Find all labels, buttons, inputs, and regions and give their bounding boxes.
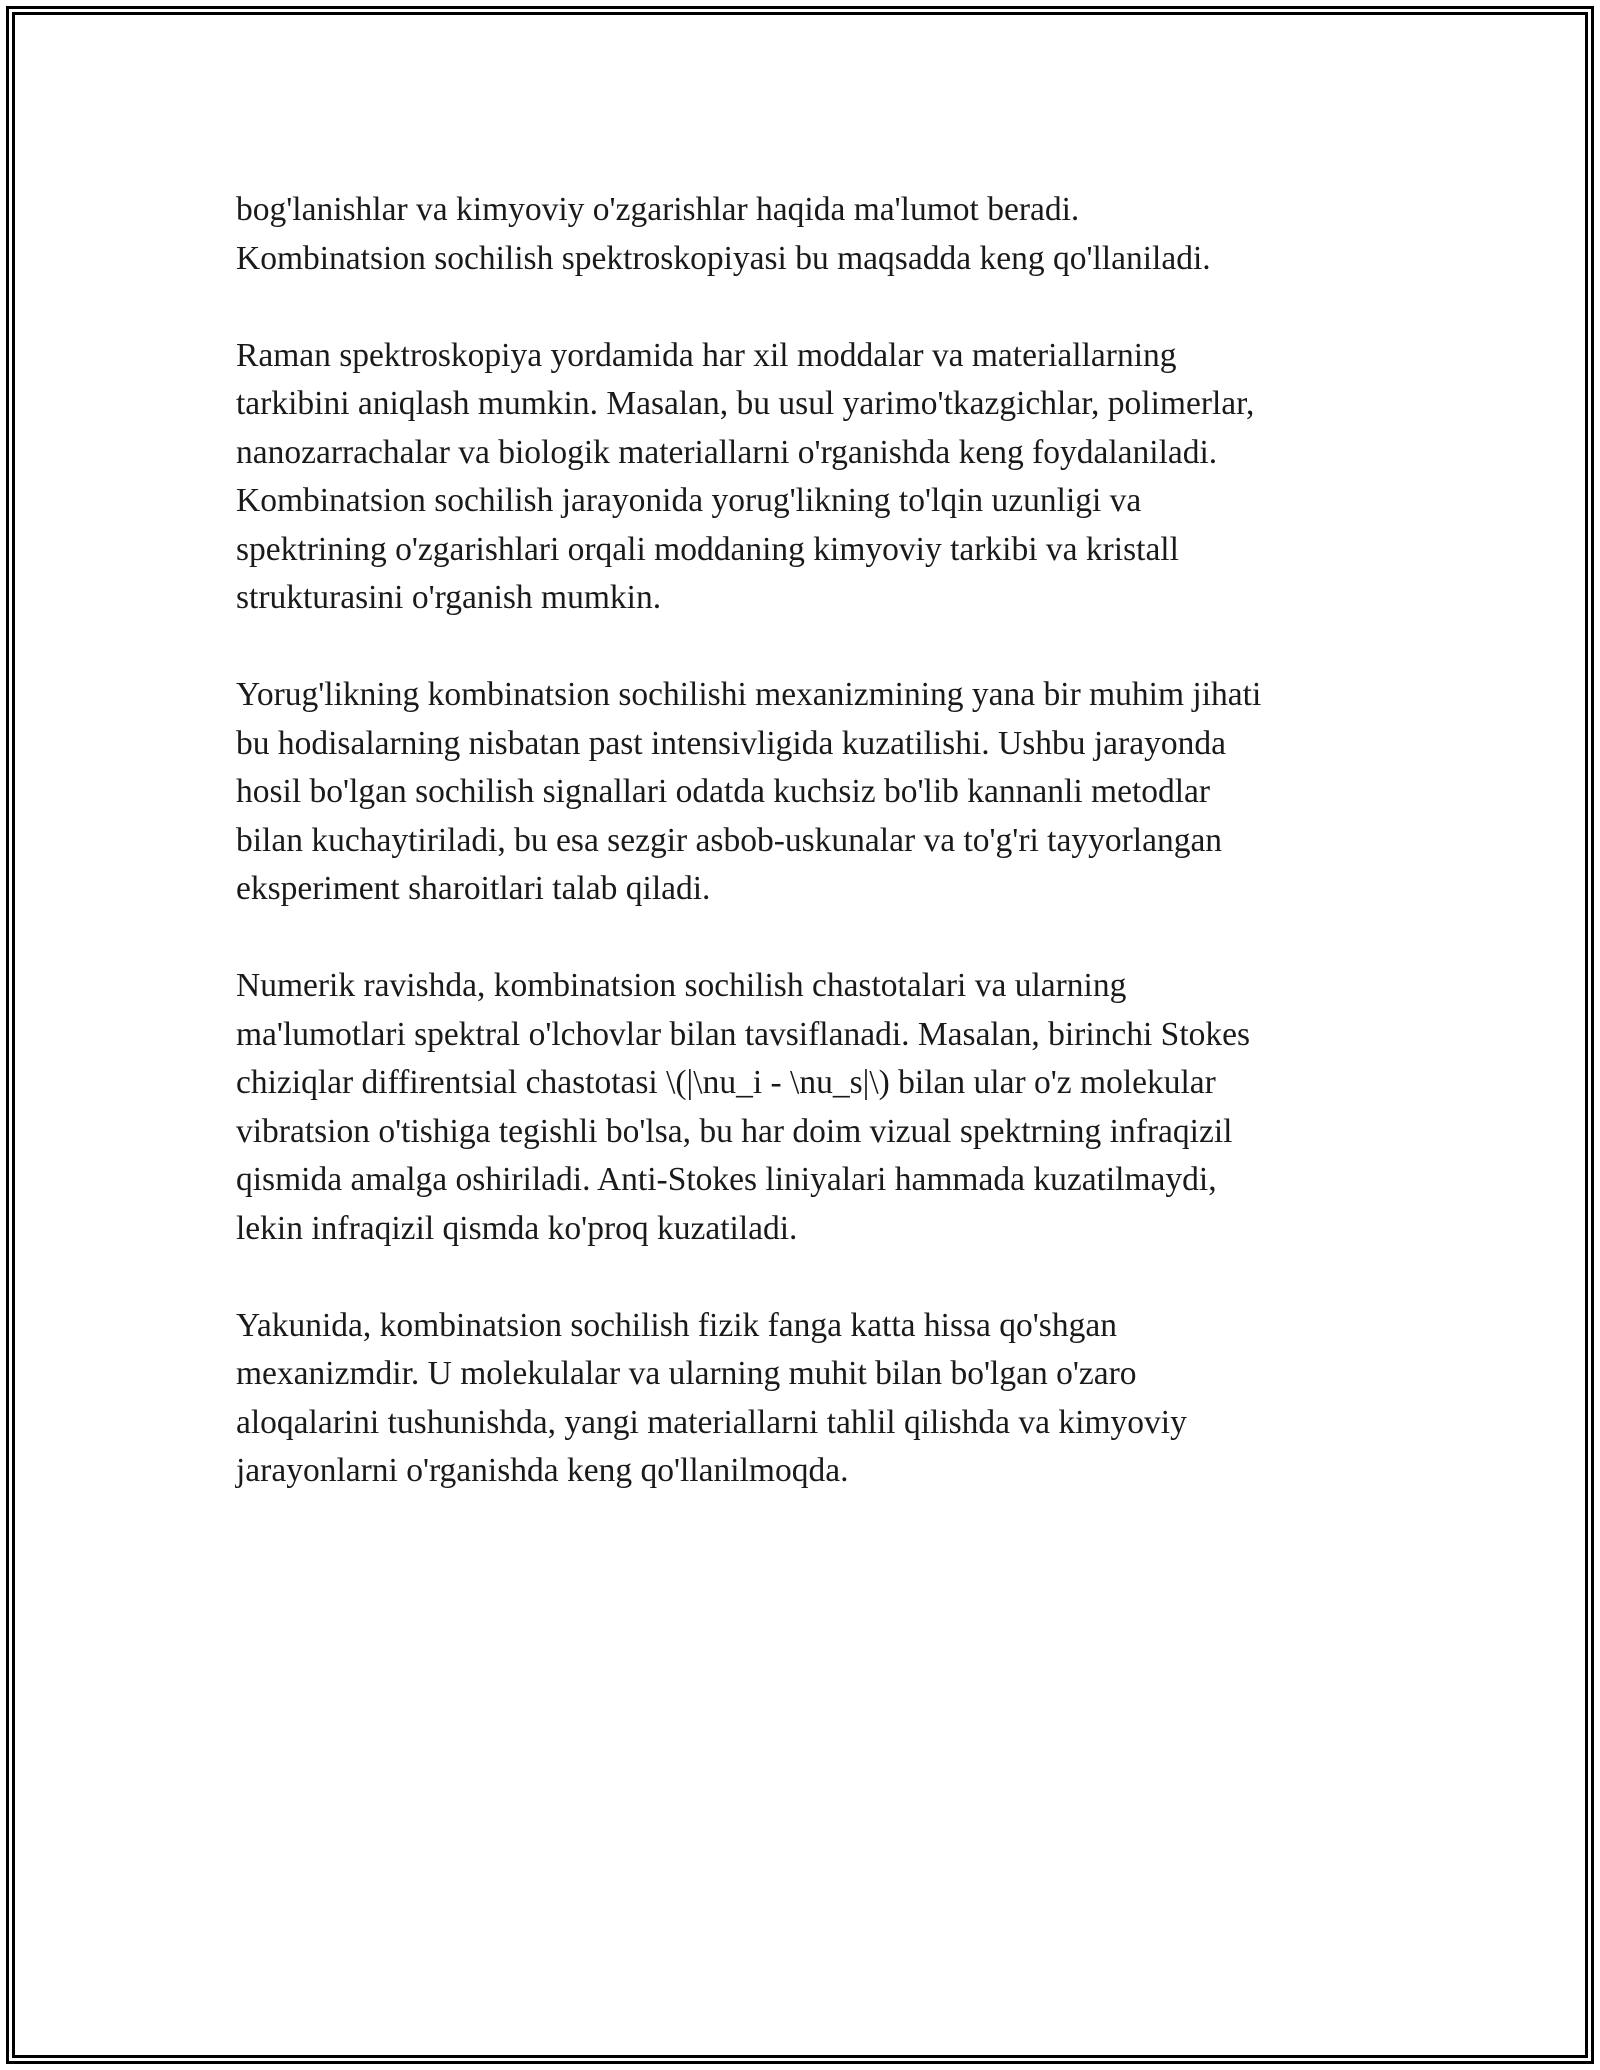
paragraph (236, 1302, 1386, 1496)
text-line: spektrining o'zgarishlari orqali moddaning kimyoviy tarkibi va kristall (236, 530, 1179, 568)
text-line: chiziqlar diffirentsial chastotasi \(|\nu_i - \nu_s|\) bilan ular o'z molekular (236, 1064, 1216, 1101)
text-line: strukturasini o'rganish mumkin. (236, 579, 662, 616)
text-line: Yorug'likning kombinatsion sochilishi mexanizmining yana bir muhim jihati (236, 676, 1262, 713)
text-line: bilan kuchaytiriladi, bu esa sezgir asbob-uskunalar va to'g'ri tayyorlangan (236, 821, 1223, 859)
text-line: lekin infraqizil qismda ko'proq kuzatiladi. (236, 1209, 798, 1247)
text-line: eksperiment sharoitlari talab qiladi. (236, 870, 711, 907)
document-body (236, 186, 1386, 1544)
text-line: Raman spektroskopiya yordamida har xil moddalar va materiallarning (236, 336, 1177, 374)
text-line: mexanizmdir. U molekulalar va ularning muhit bilan bo'lgan o'zaro (236, 1355, 1137, 1392)
text-line: nanozarrachalar va biologik materiallarni o'rganishda keng foydalaniladi. (236, 433, 1218, 471)
text-line: aloqalarini tushunishda, yangi materiallarni tahlil qilishda va kimyoviy (236, 1403, 1187, 1441)
paragraph (236, 671, 1386, 914)
text-line: Kombinatsion sochilish spektroskopiyasi bu maqsadda keng qo'llaniladi. (236, 239, 1211, 277)
text-line: Numerik ravishda, kombinatsion sochilish chastotalari va ularning (236, 967, 1127, 1004)
paragraph (236, 962, 1386, 1253)
text-line: jarayonlarni o'rganishda keng qo'llanilmoqda. (236, 1452, 849, 1489)
text-line: tarkibini aniqlash mumkin. Masalan, bu usul yarimo'tkazgichlar, polimerlar, (236, 385, 1255, 422)
text-line: qismida amalga oshiriladi. Anti-Stokes liniyalari hammada kuzatilmaydi, (236, 1161, 1217, 1198)
text-line: Yakunida, kombinatsion sochilish fizik fanga katta hissa qo'shgan (236, 1306, 1117, 1344)
text-line: ma'lumotlari spektral o'lchovlar bilan tavsiflanadi. Masalan, birinchi Stokes (236, 1015, 1251, 1053)
paragraph (236, 186, 1386, 283)
text-line: hosil bo'lgan sochilish signallari odatda kuchsiz bo'lib kannanli metodlar (236, 773, 1211, 810)
paragraph (236, 332, 1386, 623)
text-line: vibratsion o'tishiga tegishli bo'lsa, bu har doim vizual spektrning infraqizil (236, 1112, 1233, 1150)
text-line: Kombinatsion sochilish jarayonida yorug'likning to'lqin uzunligi va (236, 482, 1142, 519)
text-line: bog'lanishlar va kimyoviy o'zgarishlar haqida ma'lumot beradi. (236, 191, 1080, 228)
text-line: bu hodisalarning nisbatan past intensivligida kuzatilishi. Ushbu jarayonda (236, 724, 1226, 762)
